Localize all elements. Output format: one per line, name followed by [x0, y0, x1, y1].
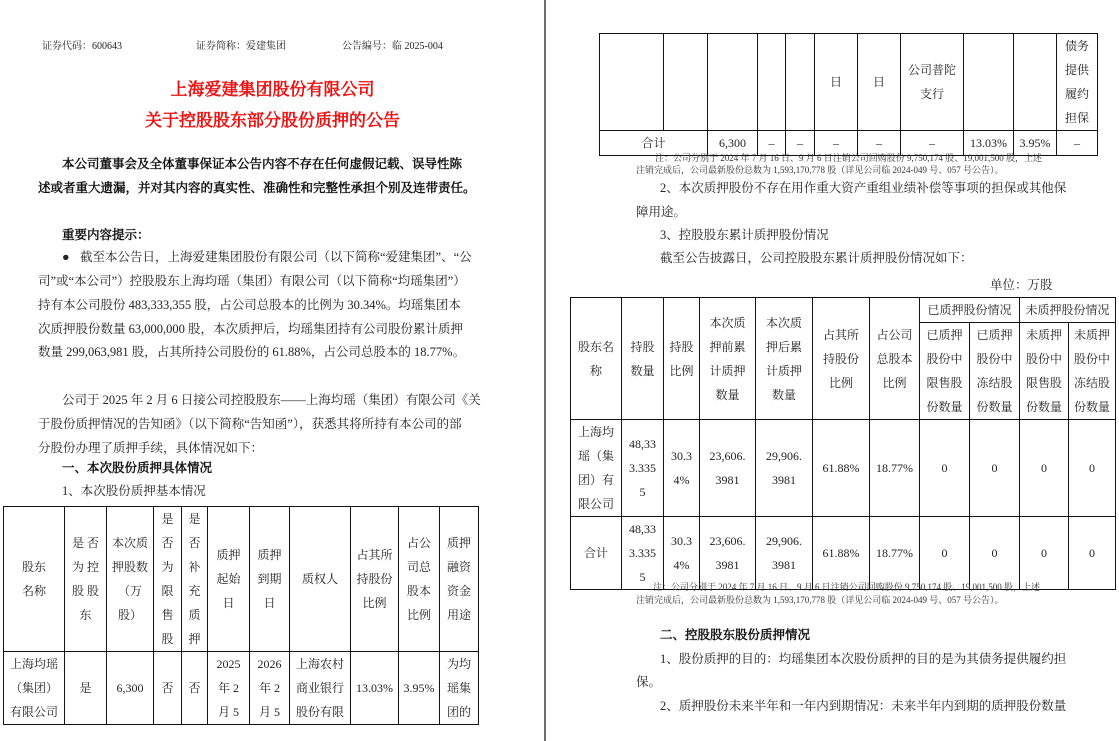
intro-line: 于股份质押情况的告知函》（以下简称“告知函”），获悉其将所持有本公司的部 [38, 417, 462, 431]
column-header: 质押 起始 日 [208, 507, 250, 652]
table-total-row [571, 517, 1116, 590]
table-cell: 61.88% [813, 517, 870, 590]
note-line: 注：公司分别于 2024 年 7 月 16 日、9 月 6 日注销公司回购股份 9,750,174 股、19,001,500 股，上述 [653, 582, 1041, 592]
column-subheader: 已质押 股份中 限售股 份数量 [920, 323, 970, 420]
table-header-row [571, 298, 1116, 323]
column-header: 持股 比例 [664, 298, 700, 420]
column-header: 质押 融资 资金 用途 [440, 507, 479, 652]
table-cell: 23,606. 3981 [700, 517, 756, 590]
group-header-pledged: 已质押股份情况 [920, 298, 1020, 323]
column-header: 占公司 总股本 比例 [870, 298, 920, 420]
column-header: 是 否 为 限 售 股 [154, 507, 182, 652]
table-row [600, 34, 1098, 131]
table-cell [964, 34, 1014, 131]
column-header: 占其所 持股份 比例 [813, 298, 870, 420]
column-subheader: 已质押 股份中 冻结股 份数量 [970, 323, 1020, 420]
group-header-unpledged: 未质押股份情况 [1020, 298, 1116, 323]
table-cell: 13.03% [351, 652, 399, 725]
table-cell: 日 [815, 34, 858, 131]
table-cell [758, 34, 786, 131]
column-subheader: 未质押 股份中 冻结股 份数量 [1069, 323, 1116, 420]
table-cell: 13.03% [964, 131, 1014, 156]
column-header: 质权人 [290, 507, 351, 652]
sub3-intro: 截至公告披露日，公司控股股东累计质押股份情况如下： [660, 251, 973, 265]
column-header: 质押 到期 日 [250, 507, 290, 652]
table-cell [664, 34, 708, 131]
table-cell: 6,300 [708, 131, 758, 156]
column-header: 股东 名称 [4, 507, 65, 652]
table-cell: 18.77% [870, 517, 920, 590]
table-cell: 23,606. 3981 [700, 420, 756, 517]
pledge-basic-table-continued [599, 33, 1098, 156]
table-cell: – [901, 131, 964, 156]
note-line: 注销完成后，公司最新股份总数为 1,593,170,778 股（详见公司临 2024-049 号、057 号公告）。 [636, 165, 1004, 175]
intro-line: 公司于 2025 年 2 月 6 日接公司控股股东——上海均瑶（集团）有限公司《关 [62, 393, 481, 407]
table-cell: 0 [970, 420, 1020, 517]
column-header: 占公 司总 股本 比例 [399, 507, 440, 652]
statement-line: 述或者重大遗漏，并对其内容的真实性、准确性和完整性承担个别及连带责任。 [38, 180, 476, 195]
table-cell: 公司普陀 支行 [901, 34, 964, 131]
table-cell: 18.77% [870, 420, 920, 517]
table-cell: 是 [65, 652, 107, 725]
table-cell: 否 [154, 652, 182, 725]
s2-p1-line: 1、股份质押的目的：均瑶集团本次股份质押的目的是为其债务提供履约担 [660, 652, 1067, 666]
table-cell: 0 [1069, 517, 1116, 590]
table-cell: 合计 [571, 517, 622, 590]
s2-p2-line: 2、质押股份未来半年和一年内到期情况：未来半年内到期的质押股份数量 [660, 699, 1067, 713]
table-cell: – [858, 131, 901, 156]
note-line: 注销完成后，公司最新股份总数为 1,593,170,778 股（详见公司临 2024-049 号、057 号公告）。 [636, 595, 1004, 605]
table-cell: 61.88% [813, 420, 870, 517]
sub3-heading: 3、控股股东累计质押股份情况 [660, 228, 829, 242]
bullet-line: 司”或“本公司”）控股股东上海均瑶（集团）有限公司（以下简称“均瑶集团”） [38, 274, 466, 288]
table-cell: 3.95% [1014, 131, 1057, 156]
table-cell: 30.3 4% [664, 420, 700, 517]
table-cell [1014, 34, 1057, 131]
table-cell: – [758, 131, 786, 156]
column-header: 是 否 补 充 质 押 [182, 507, 208, 652]
total-label: 合计 [600, 131, 708, 156]
column-header: 股东名 称 [571, 298, 622, 420]
table-cell: 2025 年 2 月 5 [208, 652, 250, 725]
company-title: 上海爱建集团股份有限公司 [170, 80, 375, 100]
intro-line: 分股份办理了质押手续，具体情况如下： [38, 441, 264, 455]
table-cell: 29,906. 3981 [756, 517, 813, 590]
table-cell: – [1057, 131, 1098, 156]
section2-heading: 二、控股股东股份质押情况 [660, 627, 811, 642]
table-cell: – [786, 131, 815, 156]
table-cell [600, 34, 664, 131]
table-cell: 否 [182, 652, 208, 725]
notice-number: 公告编号：临 2025-004 [342, 41, 443, 52]
table-cell: 为均 瑶集 团的 [440, 652, 479, 725]
table-row [4, 652, 479, 725]
table-cell: 0 [970, 517, 1020, 590]
table-cell: 3.95% [399, 652, 440, 725]
bullet-line: 持有本公司股份 483,333,355 股，占公司总股本的比例为 30.34%。均瑶集团本 [38, 298, 461, 312]
table-cell: 6,300 [107, 652, 154, 725]
bullet-line: 截至本公告日，上海爱建集团股份有限公司（以下简称“爱建集团”、“公 [80, 250, 472, 264]
table-cell: 48,33 3.335 5 [622, 517, 664, 590]
note-line: 注：公司分别于 2024 年 7 月 16 日、9 月 6 日注销公司回购股份 9,750,174 股、19,001,500 股，上述 [655, 153, 1043, 163]
table-cell: 0 [920, 420, 970, 517]
pledge-basic-table [3, 506, 479, 725]
para2-line: 障用途。 [636, 205, 687, 219]
para2-line: 2、本次质押股份不存在用作重大资产重组业绩补偿等事项的担保或其他保 [660, 181, 1067, 195]
bullet-line: 数量 299,063,981 股，占其所持公司股份的 61.88%，占公司总股本的 18.77%。 [38, 345, 466, 359]
column-header: 本次质 押股数 （万 股） [107, 507, 154, 652]
column-subheader: 未质押 股份中 限售股 份数量 [1020, 323, 1069, 420]
table-cell: 上海均 瑶（集 团）有 限公司 [571, 420, 622, 517]
table-cell: 2026 年 2 月 5 [250, 652, 290, 725]
table-cell [786, 34, 815, 131]
table-cell [708, 34, 758, 131]
cumulative-pledge-table [570, 297, 1116, 590]
table-cell: 0 [1020, 517, 1069, 590]
section1-heading: 一、本次股份质押具体情况 [62, 460, 213, 475]
column-header: 本次质 押前累 计质押 数量 [700, 298, 756, 420]
table-cell: 30.3 4% [664, 517, 700, 590]
statement-line: 本公司董事会及全体董事保证本公告内容不存在任何虚假记载、误导性陈 [62, 156, 463, 171]
table-cell: 0 [920, 517, 970, 590]
table-cell: 0 [1069, 420, 1116, 517]
table-cell: 日 [858, 34, 901, 131]
column-header: 持股 数量 [622, 298, 664, 420]
table-cell: 债务 提供 履约 担保 [1057, 34, 1098, 131]
table-header-row [4, 507, 479, 652]
unit-label: 单位：万股 [990, 278, 1053, 292]
column-header: 本次质 押后累 计质押 数量 [756, 298, 813, 420]
column-header: 是 否 为 控 股 股 东 [65, 507, 107, 652]
bullet-line: 次质押股份数量 63,000,000 股，本次质押后，均瑶集团持有公司股份累计质押 [38, 322, 464, 336]
security-code: 证券代码：600643 [42, 41, 122, 52]
table-cell: 29,906. 3981 [756, 420, 813, 517]
table-cell: – [815, 131, 858, 156]
highlights-heading: 重要内容提示： [62, 227, 150, 242]
table-row [571, 420, 1116, 517]
column-header: 占其所 持股份 比例 [351, 507, 399, 652]
sub1-heading: 1、本次股份质押基本情况 [62, 484, 206, 498]
table-cell: 上海均瑶 （集团） 有限公司 [4, 652, 65, 725]
security-short-name: 证券简称：爱建集团 [196, 41, 286, 52]
bullet-icon: ● [62, 250, 70, 264]
s2-p1-line: 保。 [636, 675, 662, 689]
notice-title: 关于控股股东部分股份质押的公告 [145, 111, 400, 131]
table-cell: 上海农村 商业银行 股份有限 [290, 652, 351, 725]
table-cell: 0 [1020, 420, 1069, 517]
table-cell: 48,33 3.335 5 [622, 420, 664, 517]
